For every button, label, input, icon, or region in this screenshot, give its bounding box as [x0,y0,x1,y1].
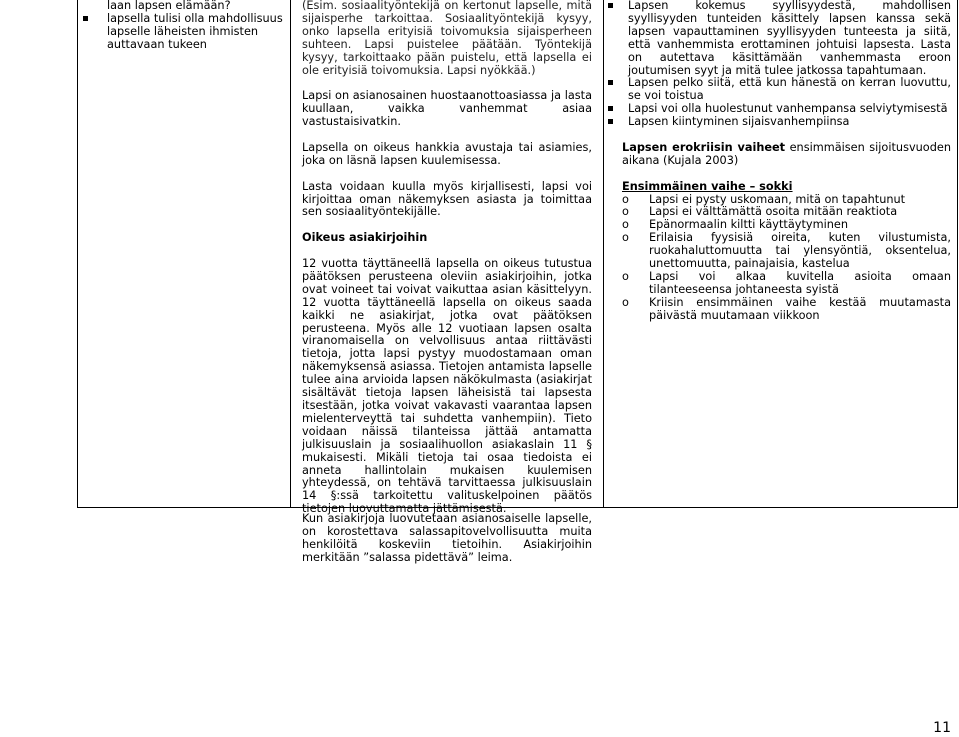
table-border-col3 [603,0,604,508]
phase-list [608,194,951,323]
column-1 [83,0,285,52]
col3-bullet: Lapsen kiintyminen sijaisvanhempiinsa [608,116,951,129]
paragraph-luovutus: Kun asiakirjoja luovutetaan asianosaiselle lapselle, on korostettava salassapitovelvollisuutta muita henkilöitä koskeviin tietoihin. Asiakirjoihin merkitään ”salassa pidettävä” leima. [302,512,592,564]
list-item: o Erilaisia fyysisiä oireita, kuten vilustumista, ruokahaluttomuutta tai ylensyöntiä, oksentelua, unettomuutta, painajaisia, kastelua [622,231,951,271]
list-item: o Epänormaalin kiltti käyttäytyminen [622,218,848,232]
square-bullet-icon [608,106,613,111]
page-number: 11 [933,720,951,736]
phase-heading: Ensimmäinen vaihe – sokki [622,179,793,193]
column-2 [302,0,592,516]
col1-line: laan lapsen elämään? [107,0,231,12]
square-bullet-icon [608,80,613,85]
list-item: o Kriisin ensimmäinen vaihe kestää muutamasta päivästä muutamaan viikkoon [622,295,951,322]
paragraph-asianosainen: Lapsi on asianosainen huostaanottoasiassa ja lasta kuullaan, vaikka vanhemmat asiaa vastustaisivatkin. [302,89,592,129]
col3-bullet: Lapsi voi olla huolestunut vanhempansa selviytymisestä [608,103,951,116]
list-item: o Lapsi ei välttämättä osoita mitään reaktiota [622,205,898,219]
table-border-left [77,0,78,508]
paragraph-asiakirjat: 12 vuotta täyttäneellä lapsella on oikeus tutustua päätöksen perusteena oleviin asiakirjoihin, jotka ovat voineet tai voivat vaikuttaa asian käsittelyyn. 12 vuotta täyttäneellä lapsella on oikeus saada kaikki ne asiakirjat, jotka ovat päätöksen perusteena. Myös alle 12 vuotiaan lapsen osalta viranomaisella on velvollisuus antaa riittävästi tietoja, jotta lapsi pystyy muodostamaan oman näkemyksensä asiassa. Tietojen antamista lapselle tulee aina arvioida lapsen näkökulmasta (asiakirjat sisältävät tietoja lapsen läheisistä tai lapsesta itsestään, jotka voivat vakavasti vaarantaa lapsen mielenterveyttä tai suhdetta vanhempiin). Tieto voidaan näissä tilanteissa jättää antamatta julkisuuslain ja sosiaalihuollon asiakaslain 11 § mukaisesti. Mikäli tietoja tai osaa tiedoista ei anneta hallintolain mukaisen kuulemisen yhteydessä, on tehtävä tarvittaessa julkisuuslain 14 §:ssä tarkoitettu valituskelpoinen päätös tietojen luovuttamatta jättämisestä. [302,257,592,516]
col1-bullet: lapsella tulisi olla mahdollisuus lapselle läheisten ihmisten auttavaan tukeen [83,13,285,52]
paragraph-avustaja: Lapsella on oikeus hankkia avustaja tai asiamies, joka on läsnä lapsen kuulemisessa. [302,140,592,167]
square-bullet-icon [608,3,613,8]
crisis-paragraph: Lapsen erokriisin vaiheet ensimmäisen sijoitusvuoden aikana (Kujala 2003) [622,140,951,167]
col3-bullet: Lapsen kokemus syyllisyydestä, mahdollisen syyllisyyden tunteiden käsittely lapsen kanssa sekä lapsen vapauttaminen syyllisyyden tunteesta ja siitä, että vanhemmista erottaminen johtuisi lapsesta. Lasta on autettava käsittämään vanhemmasta eroon joutumisen syyt ja mitä tulee jatkossa tapahtumaan. [608,0,951,77]
table-border-col2 [290,0,291,508]
col3-bullet: Lapsen pelko siitä, että kun hänestä on kerran luovuttu, se voi toistua [608,77,951,103]
list-item: o Lapsi voi alkaa kuvitella asioita omaan tilanteeseensa johtaneesta syistä [622,270,951,296]
square-bullet-icon [608,119,613,124]
paragraph-kirjallisesti: Lasta voidaan kuulla myös kirjallisesti, lapsi voi kirjoittaa oman näkemyksen asiasta ja toimittaa sen sosiaalityöntekijälle. [302,179,592,219]
continued-text [302,513,592,565]
column-3 [608,0,951,323]
table-border-right [957,0,958,508]
heading-oikeus-asiakirjoihin: Oikeus asiakirjoihin [302,231,428,245]
list-item: o Lapsi ei pysty uskomaan, mitä on tapahtunut [622,192,906,206]
square-bullet-icon [83,16,88,21]
paragraph-example: (Esim. sosiaalityöntekijä on kertonut lapselle, mitä sijaisperhe tarkoittaa. Sosiaalityöntekijä kysyy, onko lapsella erityisiä toivomuksia sijaisperheen suhteen. Lapsi puistelee päätään. Työntekijä kysyy, tarkoittaako pään puistelu, että lapsella ei ole erityisiä toivomuksia. Lapsi nyökkää.) [302,0,592,77]
